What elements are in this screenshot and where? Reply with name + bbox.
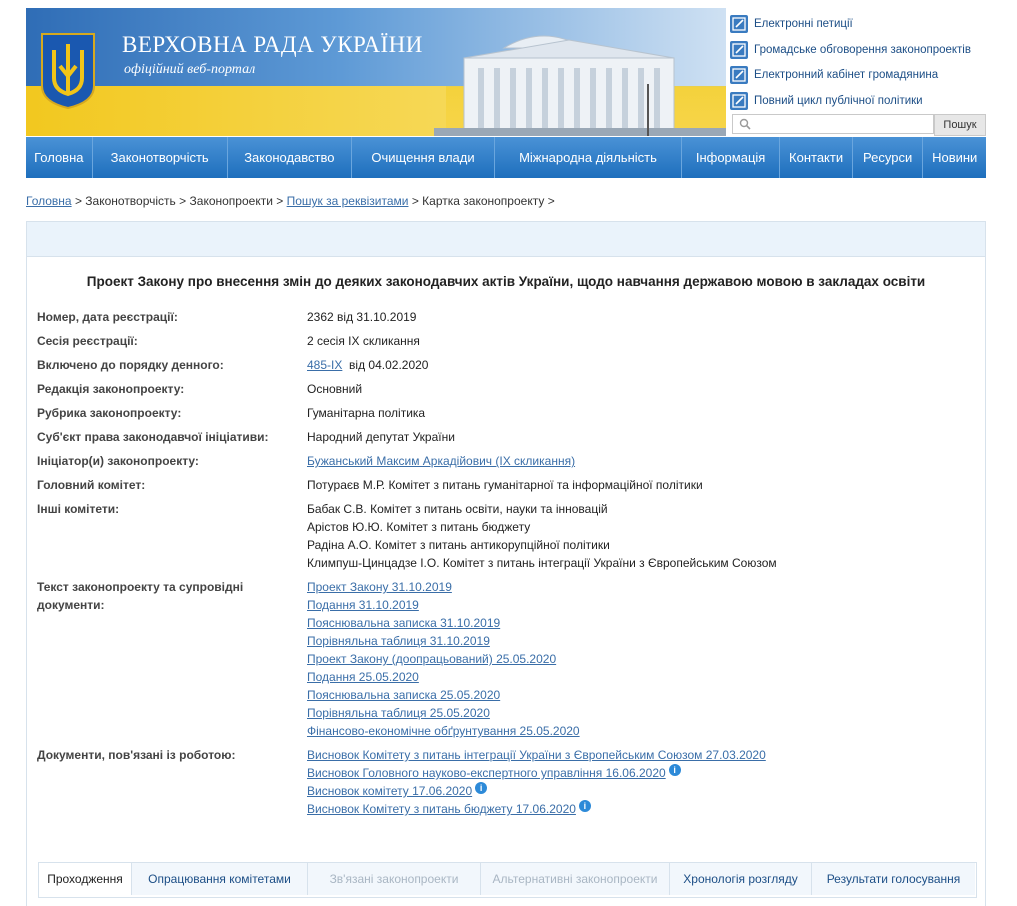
nav-item-contacts[interactable]: Контакти: [780, 137, 853, 178]
breadcrumb-home[interactable]: Головна: [26, 194, 72, 208]
search-input[interactable]: [732, 114, 934, 134]
nav-item-information[interactable]: Інформація: [682, 137, 780, 178]
breadcrumb-separator: >: [74, 194, 82, 208]
committee-item: Радіна А.О. Комітет з питань антикорупційної політики: [307, 538, 610, 552]
field-label: Включено до порядку денного:: [37, 358, 224, 372]
committee-item: Климпуш-Цинцадзе І.О. Комітет з питань інтеграції України з Європейським Союзом: [307, 556, 777, 570]
document-link[interactable]: Порівняльна таблиця 31.10.2019: [307, 634, 490, 648]
tab-chronology[interactable]: Хронологія розгляду: [670, 863, 812, 895]
pencil-icon: [730, 15, 748, 33]
agenda-date: від 04.02.2020: [349, 358, 429, 372]
field-value: 2 сесія IX скликання: [307, 334, 420, 348]
field-label: Суб'єкт права законодавчої ініціативи:: [37, 430, 269, 444]
info-icon[interactable]: i: [475, 782, 487, 794]
initiator-link[interactable]: Бужанський Максим Аркадійович (IX скликання): [307, 454, 576, 468]
breadcrumb-card: Картка законопроекту: [422, 194, 545, 208]
header-banner: [26, 8, 726, 136]
quick-links: [730, 12, 986, 114]
tab-passage[interactable]: Проходження: [39, 863, 132, 895]
tab-voting-results[interactable]: Результати голосування: [812, 863, 975, 895]
site-subtitle: офіційний веб-портал: [124, 62, 256, 77]
field-value: Основний: [307, 382, 363, 396]
quick-link-label: Електронний кабінет громадянина: [754, 69, 939, 81]
field-value: Народний депутат України: [307, 430, 455, 444]
field-label-line: документи:: [37, 598, 105, 612]
field-label: Головний комітет:: [37, 478, 146, 492]
agenda-link[interactable]: 485-IX: [307, 358, 343, 372]
quick-link-label: Громадське обговорення законопроектів: [754, 43, 971, 56]
bill-title: Проект Закону про внесення змін до деяких законодавчих актів України, щодо навчання державою мовою в закладах освіти: [86, 274, 926, 289]
pencil-icon: [730, 66, 748, 84]
related-document-link[interactable]: Висновок Комітету з питань бюджету 17.06.2020: [307, 802, 576, 816]
parliament-building-image: [434, 24, 726, 136]
tab-related-bills: Зв'язані законопроекти: [308, 863, 481, 895]
tab-committees[interactable]: Опрацювання комітетами: [132, 863, 308, 895]
trident-emblem-icon: [40, 32, 96, 110]
field-value: [307, 578, 977, 740]
document-link[interactable]: Порівняльна таблиця 25.05.2020: [307, 706, 490, 720]
search-icon: [739, 118, 751, 130]
document-link[interactable]: Проект Закону 31.10.2019: [307, 580, 452, 594]
site-search: [732, 114, 986, 134]
breadcrumb-separator: >: [547, 194, 555, 208]
site-header: [26, 8, 986, 136]
committee-item: Бабак С.В. Комітет з питань освіти, науки та інновацій: [307, 502, 608, 516]
breadcrumb-separator: >: [411, 194, 419, 208]
related-document-link[interactable]: Висновок комітету 17.06.2020: [307, 784, 473, 798]
nav-item-home[interactable]: Головна: [26, 137, 93, 178]
nav-item-international[interactable]: Міжнародна діяльність: [495, 137, 682, 178]
field-value: [307, 452, 977, 470]
field-label: Сесія реєстрації:: [37, 334, 138, 348]
breadcrumb-lawmaking: Законотворчість: [85, 194, 176, 208]
panel-header-strip: [27, 222, 985, 257]
breadcrumb-bills: Законопроекти: [189, 194, 273, 208]
field-label: Редакція законопроекту:: [37, 382, 185, 396]
quick-link-policy-cycle[interactable]: [730, 89, 986, 113]
nav-item-legislation[interactable]: Законодавство: [228, 137, 352, 178]
document-link[interactable]: Фінансово-економічне обґрунтування 25.05.2020: [307, 724, 580, 738]
field-label: Рубрика законопроекту:: [37, 406, 182, 420]
nav-item-lawmaking[interactable]: Законотворчість: [93, 137, 228, 178]
document-link[interactable]: Подання 31.10.2019: [307, 598, 419, 612]
breadcrumb-search[interactable]: Пошук за реквізитами: [286, 194, 409, 208]
breadcrumb-separator: >: [276, 194, 284, 208]
bill-card: [26, 221, 986, 906]
quick-link-petitions[interactable]: [730, 12, 986, 36]
field-label: Ініціатор(и) законопроекту:: [37, 454, 199, 468]
pencil-icon: [730, 92, 748, 110]
document-link[interactable]: Проект Закону (доопрацьований) 25.05.2020: [307, 652, 557, 666]
field-value: [307, 356, 977, 374]
nav-item-lustration[interactable]: Очищення влади: [352, 137, 495, 178]
search-button[interactable]: Пошук: [934, 114, 986, 136]
field-label: [37, 578, 287, 614]
related-document-link[interactable]: Висновок Головного науково-експертного управління 16.06.2020: [307, 766, 666, 780]
document-link[interactable]: Подання 25.05.2020: [307, 670, 419, 684]
tab-alternative-bills: Альтернативні законопроекти: [481, 863, 670, 895]
breadcrumb-separator: >: [179, 194, 187, 208]
field-label: Інші комітети:: [37, 502, 120, 516]
quick-link-public-discussion[interactable]: [730, 38, 986, 62]
field-value: [307, 500, 977, 572]
field-label: Номер, дата реєстрації:: [37, 310, 178, 324]
nav-item-news[interactable]: Новини: [932, 150, 978, 165]
bill-tabs: [38, 862, 977, 898]
field-value: 2362 від 31.10.2019: [307, 310, 417, 324]
field-value: [307, 746, 977, 818]
document-link[interactable]: Пояснювальна записка 25.05.2020: [307, 688, 501, 702]
field-label-line: Текст законопроекту та супровідні: [37, 580, 244, 594]
breadcrumb: [26, 194, 555, 208]
info-icon[interactable]: i: [669, 764, 681, 776]
committee-item: Арістов Ю.Ю. Комітет з питань бюджету: [307, 520, 531, 534]
document-link[interactable]: Пояснювальна записка 31.10.2019: [307, 616, 501, 630]
field-value: Гуманітарна політика: [307, 406, 426, 420]
info-icon[interactable]: i: [579, 800, 591, 812]
field-label: Документи, пов'язані із роботою:: [37, 748, 236, 762]
quick-link-label: Електронні петиції: [754, 18, 853, 30]
pencil-icon: [730, 41, 748, 59]
site-title: ВЕРХОВНА РАДА УКРАЇНИ: [122, 32, 423, 57]
field-value: Потураєв М.Р. Комітет з питань гуманітарної та інформаційної політики: [307, 478, 703, 492]
quick-link-citizen-cabinet[interactable]: [730, 63, 986, 87]
quick-link-label: Повний цикл публічної політики: [754, 94, 923, 107]
nav-item-resources[interactable]: Ресурси: [853, 137, 924, 178]
related-document-link[interactable]: Висновок Комітету з питань інтеграції України з Європейським Союзом 27.03.2020: [307, 748, 766, 762]
main-nav: [26, 137, 986, 178]
